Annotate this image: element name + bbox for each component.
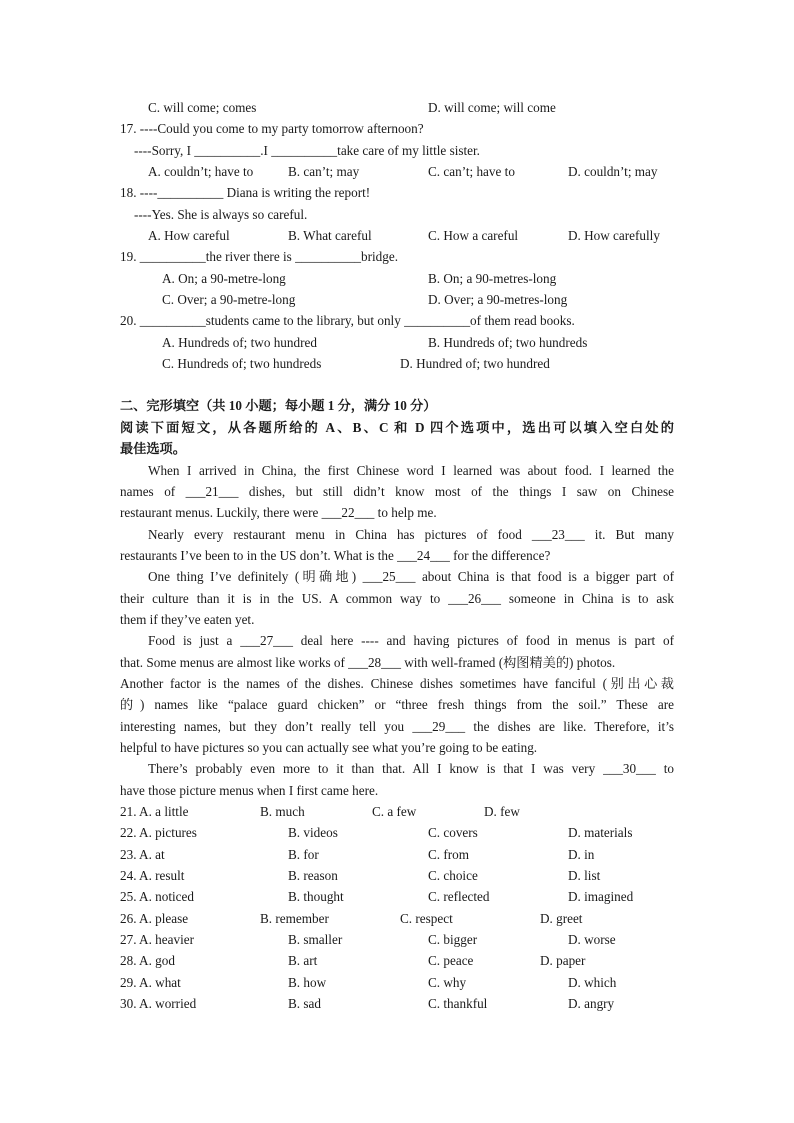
option-27-a: 27. A. heavier: [120, 932, 194, 947]
option-21-b: B. much: [260, 804, 305, 819]
q18-stem: 18. ----__________ Diana is writing the report!: [120, 185, 371, 200]
option-23-a: 23. A. at: [120, 847, 165, 862]
option-28-c: C. peace: [428, 953, 474, 968]
passage-line: helpful to have pictures so you can actually see what you’re going to be eating.: [120, 740, 538, 755]
option-29-a: 29. A. what: [120, 975, 181, 990]
passage-line: restaurants I’ve been to in the US don’t. What is the ___24___ for the difference?: [120, 548, 551, 563]
passage-line: have those picture menus when I first came here.: [120, 783, 379, 798]
q20-option-a: A. Hundreds of; two hundred: [162, 335, 317, 350]
option-25-a: 25. A. noticed: [120, 889, 194, 904]
option-29-b: B. how: [288, 975, 327, 990]
option-27-c: C. bigger: [428, 932, 478, 947]
q20-option-b: B. Hundreds of; two hundreds: [428, 335, 588, 350]
option-25-d: D. imagined: [568, 889, 634, 904]
q19-stem: 19. __________the river there is __________bridge.: [120, 249, 398, 264]
passage-line: Nearly every restaurant menu in China has pictures of food ___23___ it. But many: [148, 527, 674, 542]
option-29-d: D. which: [568, 975, 617, 990]
q17-stem: 17. ----Could you come to my party tomorrow afternoon?: [120, 121, 424, 136]
q19-option-d: D. Over; a 90-metres-long: [428, 292, 568, 307]
option-21-d: D. few: [484, 804, 520, 819]
q18-option-d: D. How carefully: [568, 228, 660, 243]
option-27-d: D. worse: [568, 932, 616, 947]
q17-option-c: C. can’t; have to: [428, 164, 515, 179]
q20-option-c: C. Hundreds of; two hundreds: [162, 356, 322, 371]
option-24-a: 24. A. result: [120, 868, 185, 883]
q19-option-a: A. On; a 90-metre-long: [162, 271, 286, 286]
option-22-a: 22. A. pictures: [120, 825, 197, 840]
q18-reply: ----Yes. She is always so careful.: [134, 207, 308, 222]
option-30-a: 30. A. worried: [120, 996, 197, 1011]
passage-line: them if they’ve eaten yet.: [120, 612, 255, 627]
option-27-b: B. smaller: [288, 932, 343, 947]
passage-line: 的) names like “palace guard chicken” or “three fresh things from the soil.” These are: [120, 697, 674, 712]
q18-option-a: A. How careful: [148, 228, 230, 243]
option-30-c: C. thankful: [428, 996, 488, 1011]
option-29-c: C. why: [428, 975, 467, 990]
passage-line: One thing I’ve definitely (明确地) ___25___ about China is that food is a bigger part of: [148, 569, 674, 584]
passage-line: There’s probably even more to it than that. All I know is that I was very ___30___ to: [148, 761, 674, 776]
passage-line: Food is just a ___27___ deal here ---- and having pictures of food in menus is part of: [148, 633, 674, 648]
option-30-d: D. angry: [568, 996, 615, 1011]
option-28-d: D. paper: [540, 953, 586, 968]
option-23-c: C. from: [428, 847, 470, 862]
option-26-b: B. remember: [260, 911, 329, 926]
q20-option-d: D. Hundred of; two hundred: [400, 356, 550, 371]
option-28-a: 28. A. god: [120, 953, 175, 968]
option-22-c: C. covers: [428, 825, 478, 840]
option-21-c: C. a few: [372, 804, 417, 819]
q18-option-b: B. What careful: [288, 228, 372, 243]
passage-line: interesting names, but they don’t really tell you ___29___ the dishes are like. Therefore, it’s: [120, 719, 674, 734]
q17-option-b: B. can’t; may: [288, 164, 360, 179]
passage-line: restaurant menus. Luckily, there were ___22___ to help me.: [120, 505, 437, 520]
option-23-d: D. in: [568, 847, 595, 862]
q19-option-b: B. On; a 90-metres-long: [428, 271, 557, 286]
passage-line: Another factor is the names of the dishes. Chinese dishes sometimes have fanciful (别出心裁: [120, 676, 674, 691]
q17-option-d: D. couldn’t; may: [568, 164, 658, 179]
option-24-d: D. list: [568, 868, 601, 883]
q16-option-c: C. will come; comes: [148, 100, 257, 115]
section-heading: 二、完形填空（共 10 小题；每小题 1 分，满分 10 分）: [120, 398, 437, 413]
option-24-c: C. choice: [428, 868, 478, 883]
option-22-d: D. materials: [568, 825, 633, 840]
passage-line: that. Some menus are almost like works of ___28___ with well-framed (构图精美的) photos.: [120, 655, 616, 670]
section-instruction-line1: 阅读下面短文，从各题所给的 A、B、C 和 D 四个选项中，选出可以填入空白处的: [120, 420, 674, 435]
q19-option-c: C. Over; a 90-metre-long: [162, 292, 296, 307]
option-26-c: C. respect: [400, 911, 453, 926]
option-21-a: 21. A. a little: [120, 804, 189, 819]
option-28-b: B. art: [288, 953, 318, 968]
option-26-a: 26. A. please: [120, 911, 189, 926]
passage-line: When I arrived in China, the first Chinese word I learned was about food. I learned the: [148, 463, 674, 478]
passage-line: names of ___21___ dishes, but still didn’t know most of the things I saw on Chinese: [120, 484, 674, 499]
q20-stem: 20. __________students came to the library, but only __________of them read books.: [120, 313, 575, 328]
passage-line: their culture than it is in the US. A common way to ___26___ someone in China is to ask: [120, 591, 674, 606]
option-24-b: B. reason: [288, 868, 338, 883]
option-26-d: D. greet: [540, 911, 583, 926]
option-25-c: C. reflected: [428, 889, 490, 904]
q17-option-a: A. couldn’t; have to: [148, 164, 254, 179]
option-25-b: B. thought: [288, 889, 344, 904]
q16-option-d: D. will come; will come: [428, 100, 556, 115]
q18-option-c: C. How a careful: [428, 228, 519, 243]
option-30-b: B. sad: [288, 996, 321, 1011]
option-23-b: B. for: [288, 847, 319, 862]
section-instruction-line2: 最佳选项。: [120, 441, 186, 456]
option-22-b: B. videos: [288, 825, 338, 840]
q17-reply: ----Sorry, I __________.I __________take care of my little sister.: [134, 143, 480, 158]
